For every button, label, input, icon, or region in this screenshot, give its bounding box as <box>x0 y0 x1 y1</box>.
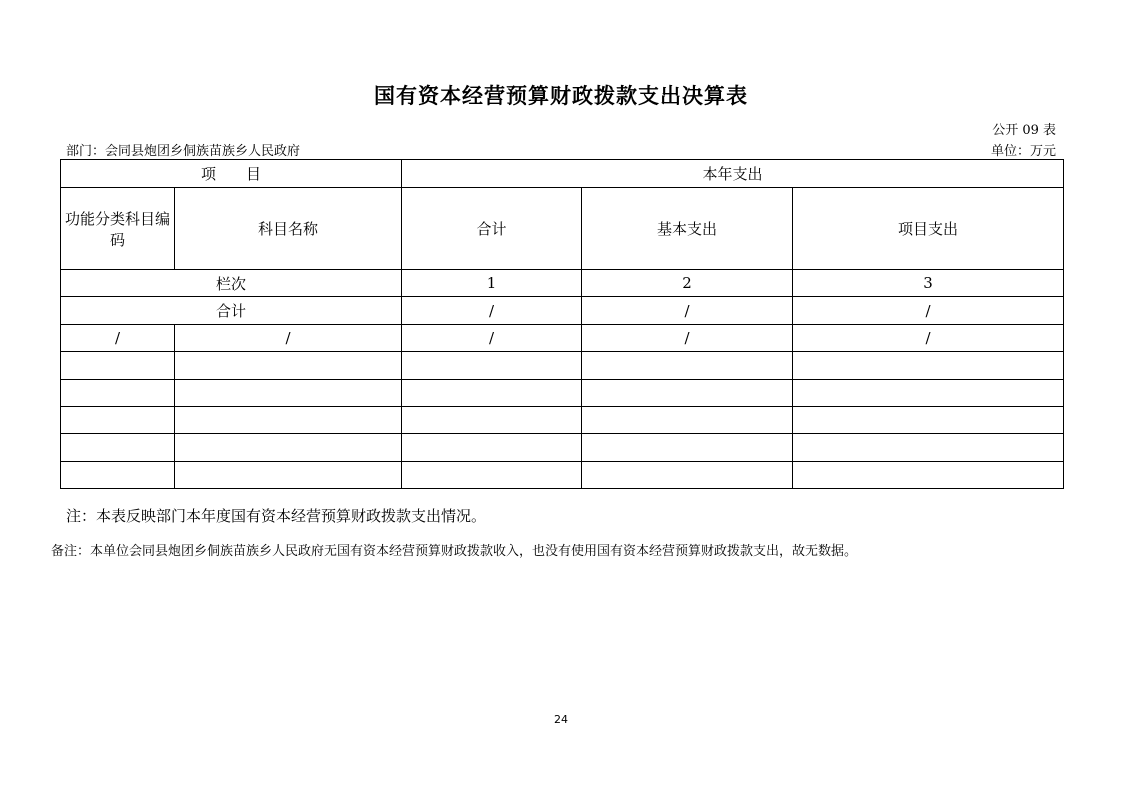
table-cell <box>402 434 582 461</box>
table-cell <box>793 379 1064 406</box>
table-row <box>61 324 1064 351</box>
header-project: 项 目 <box>61 160 402 188</box>
col-header-name: 科目名称 <box>175 188 402 270</box>
row-index-label: 栏次 <box>61 270 402 297</box>
table-cell <box>61 352 175 379</box>
table-cell <box>175 461 402 488</box>
total-label: 合计 <box>61 297 402 324</box>
table-cell <box>582 379 793 406</box>
table-cell <box>793 461 1064 488</box>
table-row <box>61 406 1064 433</box>
table-cell <box>793 406 1064 433</box>
table-cell <box>402 406 582 433</box>
table-row <box>61 352 1064 379</box>
table-cell <box>61 379 175 406</box>
header-this-year: 本年支出 <box>402 160 1064 188</box>
table-cell: / <box>402 324 582 351</box>
table-cell <box>582 434 793 461</box>
col-header-code: 功能分类科目编码 <box>61 188 175 270</box>
col-header-basic: 基本支出 <box>582 188 793 270</box>
form-number: 公开 09 表 <box>992 123 1056 138</box>
total-cell: / <box>793 297 1064 324</box>
table-cell: / <box>61 324 175 351</box>
page-title: 国有资本经营预算财政拨款支出决算表 <box>374 84 748 108</box>
index-cell: 2 <box>582 270 793 297</box>
table-cell <box>793 352 1064 379</box>
col-header-total: 合计 <box>402 188 582 270</box>
table-cell <box>61 434 175 461</box>
table-cell: / <box>582 324 793 351</box>
table-cell <box>61 406 175 433</box>
expenditure-table <box>60 159 1064 489</box>
unit-label: 单位：万元 <box>990 144 1056 159</box>
table-row <box>61 434 1064 461</box>
table-row <box>61 461 1064 488</box>
table-cell <box>402 461 582 488</box>
table-cell: / <box>175 324 402 351</box>
table-cell <box>582 461 793 488</box>
department-label: 部门：会同县炮团乡侗族苗族乡人民政府 <box>66 144 301 159</box>
total-cell: / <box>582 297 793 324</box>
table-cell <box>402 352 582 379</box>
table-cell <box>175 406 402 433</box>
table-row <box>61 379 1064 406</box>
index-cell: 3 <box>793 270 1064 297</box>
page-number: 24 <box>554 713 568 726</box>
remark: 备注：本单位会同县炮团乡侗族苗族乡人民政府无国有资本经营预算财政拨款收入，也没有使用国有资本经营预算财政拨款支出，故无数据。 <box>51 544 858 559</box>
total-cell: / <box>402 297 582 324</box>
index-cell: 1 <box>402 270 582 297</box>
table-cell <box>175 379 402 406</box>
table-cell <box>61 461 175 488</box>
table-cell: / <box>793 324 1064 351</box>
table-cell <box>793 434 1064 461</box>
table-cell <box>582 406 793 433</box>
table-cell <box>175 434 402 461</box>
table-cell <box>175 352 402 379</box>
table-cell <box>402 379 582 406</box>
table-note: 注：本表反映部门本年度国有资本经营预算财政拨款支出情况。 <box>66 507 487 525</box>
table-cell <box>582 352 793 379</box>
col-header-project: 项目支出 <box>793 188 1064 270</box>
